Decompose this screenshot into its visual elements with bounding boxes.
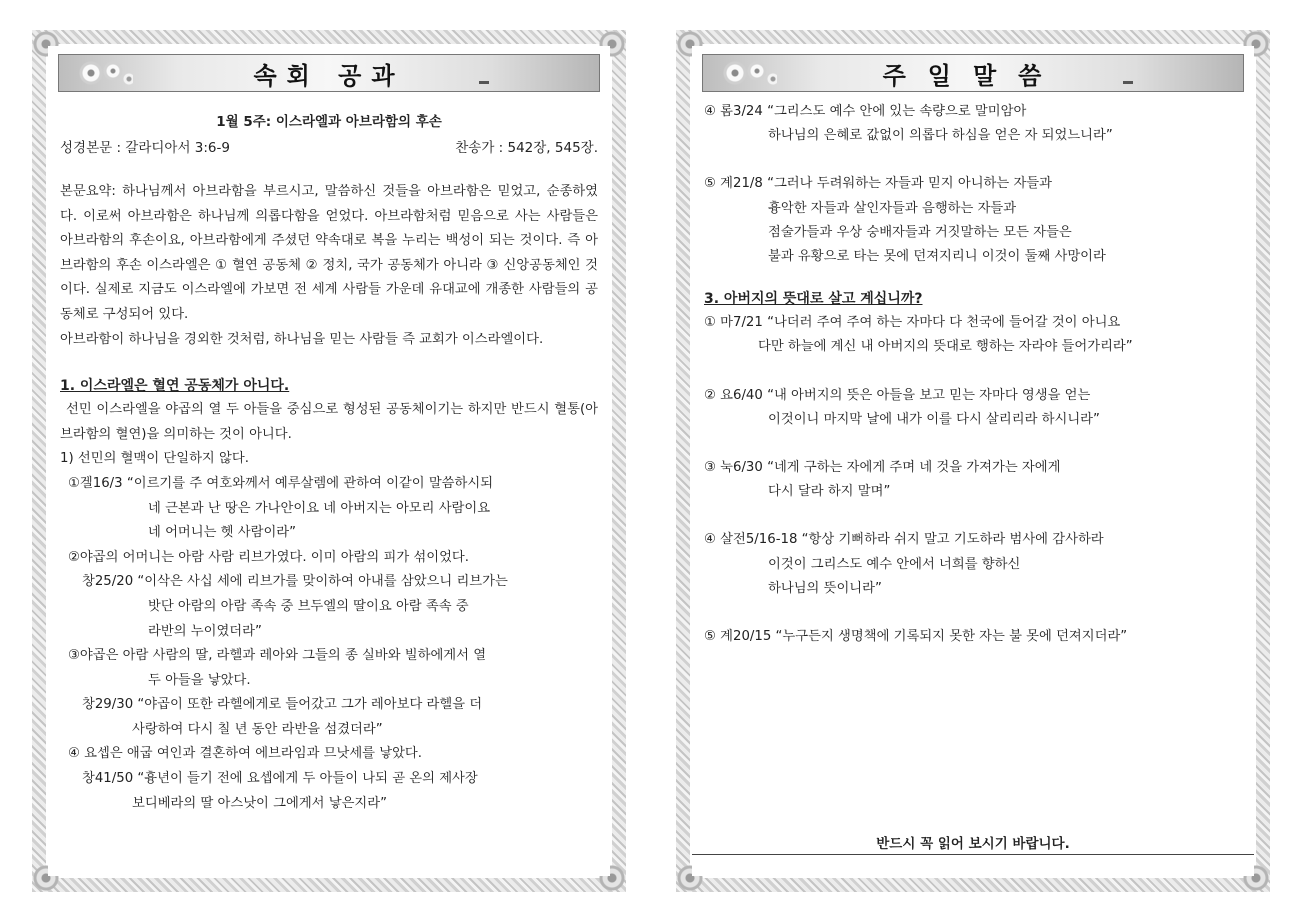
left-content	[60, 102, 598, 816]
hymn-numbers: 찬송가 : 542장, 545장.	[455, 140, 598, 156]
right-page-body	[692, 46, 1254, 876]
verse-line: 밧단 아람의 아람 족속 중 브두엘의 딸이요 아람 족속 중	[148, 598, 469, 614]
section-heading: 3. 아버지의 뜻대로 살고 계십니까?	[704, 291, 923, 308]
verse-line: 라반의 누이였더라”	[148, 623, 262, 639]
verse-line: 흉악한 자들과 살인자들과 음행하는 자들과	[768, 200, 1017, 216]
verse-line: 하나님의 은혜로 값없이 의롭다 하심을 얻은 자 되었느니라”	[768, 128, 1113, 144]
verse-line: 창29/30 “야곱이 또한 라헬에게로 들어갔고 그가 레아보다 라헬을 더	[82, 697, 483, 713]
verse-line: ③ 눅6/30 “네게 구하는 자에게 주며 네 것을 가져가는 자에게	[704, 460, 1061, 476]
spacer	[704, 360, 1242, 384]
verse-line: ⑤ 계21/8 “그러나 두려워하는 자들과 믿지 아니하는 자들과	[704, 176, 1052, 192]
verse-line: ⑤ 계20/15 “누구든지 생명책에 기록되지 못한 자는 불 못에 던져지더라”	[704, 629, 1128, 645]
verse-list	[704, 100, 1242, 269]
spacer	[704, 148, 1242, 172]
verse-line: 이것이 그리스도 예수 안에서 너희를 향하신	[768, 556, 1021, 572]
title-banner	[58, 54, 600, 92]
footer-divider	[692, 854, 1254, 855]
verse-list	[60, 447, 598, 816]
right-page	[676, 30, 1270, 892]
verse-line: 네 근본과 난 땅은 가나안이요 네 아버지는 아모리 사람이요	[148, 500, 491, 516]
verse-line: 다시 달라 하지 말며”	[768, 484, 891, 500]
verse-line: 두 아들을 낳았다.	[148, 672, 251, 688]
page-title: 주일말씀	[882, 61, 1064, 90]
left-page	[32, 30, 626, 892]
verse-line: ② 요6/40 “내 아버지의 뜻은 아들을 보고 믿는 자마다 영생을 얻는	[704, 387, 1091, 403]
flower-icon	[73, 57, 133, 89]
verse-line: 불과 유황으로 타는 못에 던져지리니 이것이 둘째 사망이라	[768, 249, 1106, 265]
verse-line: 사랑하여 다시 칠 년 동안 라반을 섬겼더라”	[132, 721, 383, 737]
verse-line: 1) 선민의 혈맥이 단일하지 않다.	[60, 451, 249, 467]
spacer	[704, 432, 1242, 456]
footer-note: 반드시 꼭 읽어 보시기 바랍니다.	[876, 836, 1070, 852]
verse-line: 점술가들과 우상 숭배자들과 거짓말하는 모든 자들은	[768, 224, 1072, 240]
flower-icon	[717, 57, 777, 89]
verse-list	[704, 311, 1242, 649]
verse-line: 창41/50 “흉년이 들기 전에 요셉에게 두 아들이 나되 곧 온의 제사장	[82, 771, 478, 787]
verse-line: 보디베라의 딸 아스낫이 그에게서 낳은지라”	[132, 795, 388, 811]
lesson-meta	[60, 136, 598, 156]
banner-mark	[479, 81, 489, 84]
section-heading: 1. 이스라엘은 혈연 공동체가 아니다.	[60, 378, 290, 395]
verse-line: ①겔16/3 “이르기를 주 여호와께서 예루살렘에 관하여 이같이 말씀하시되	[68, 475, 494, 491]
banner-mark	[1123, 81, 1133, 84]
verse-line: ④ 요셉은 애굽 여인과 결혼하여 에브라임과 므낫세를 낳았다.	[68, 746, 423, 762]
verse-line: ④ 살전5/16-18 “항상 기뻐하라 쉬지 말고 기도하라 범사에 감사하라	[704, 532, 1104, 548]
verse-line: 하나님의 뜻이니라”	[768, 580, 882, 596]
left-page-body	[48, 46, 610, 876]
verse-line: ③야곱은 아람 사람의 딸, 라헬과 레아와 그들의 종 실바와 빌하에게서 열	[68, 648, 487, 664]
page-title: 속회 공과	[253, 61, 405, 90]
verse-line: 다만 하늘에 계신 내 아버지의 뜻대로 행하는 자라야 들어가리라”	[758, 339, 1133, 355]
verse-line: ②야곱의 어머니는 아람 사람 리브가였다. 이미 아람의 피가 섞이었다.	[68, 549, 469, 565]
title-banner	[702, 54, 1244, 92]
verse-line: 이것이니 마지막 날에 내가 이를 다시 살리리라 하시니라”	[768, 411, 1100, 427]
spacer	[704, 504, 1242, 528]
right-content	[704, 100, 1242, 649]
summary-paragraph: 본문요약: 하나님께서 아브라함을 부르시고, 말씀하신 것들을 아브라함은 믿었고, 순종하였다. 이로써 아브라함은 하나님께 의롭다함을 얻었다. 아브라함처럼 믿음으로 사는 사람들은 아브라함의 후손이요, 아브라함에게 주셨던 약속대로 복을 누리는 백성이 되는 것이다. 즉 아브라함의 후손 이스라엘은 ① 혈연 공동체 ② 정치, 국가 공동체가 아니라 ③ 신앙공동체인 것이다. 실제로 지금도 이스라엘에 가보면 전 세계 사람들 가운데 유대교에 개종한 사람들의 공동체로 구성되어 있다.	[60, 184, 598, 322]
summary-paragraph-2: 아브라함이 하나님을 경외한 것처럼, 하나님을 믿는 사람들 즉 교회가 이스라엘이다.	[60, 331, 544, 347]
verse-line: 창25/20 “이삭은 사십 세에 리브가를 맞이하여 아내를 삼았으니 리브가는	[82, 574, 508, 590]
verse-line: ① 마7/21 “나더러 주여 주여 하는 자마다 다 천국에 들어갈 것이 아니요	[704, 315, 1121, 331]
lesson-title: 1월 5주: 이스라엘과 아브라함의 후손	[216, 114, 442, 130]
scripture-reference: 성경본문 : 갈라디아서 3:6-9	[60, 140, 230, 156]
verse-line: ④ 롬3/24 “그리스도 예수 안에 있는 속량으로 말미암아	[704, 104, 1027, 119]
section-intro: 선민 이스라엘을 야곱의 열 두 아들을 중심으로 형성된 공동체이기는 하지만 반드시 혈통(아브라함의 혈연)을 의미하는 것이 아니다.	[60, 402, 598, 442]
spacer	[704, 601, 1242, 625]
verse-line: 네 어머니는 헷 사람이라”	[148, 525, 297, 541]
